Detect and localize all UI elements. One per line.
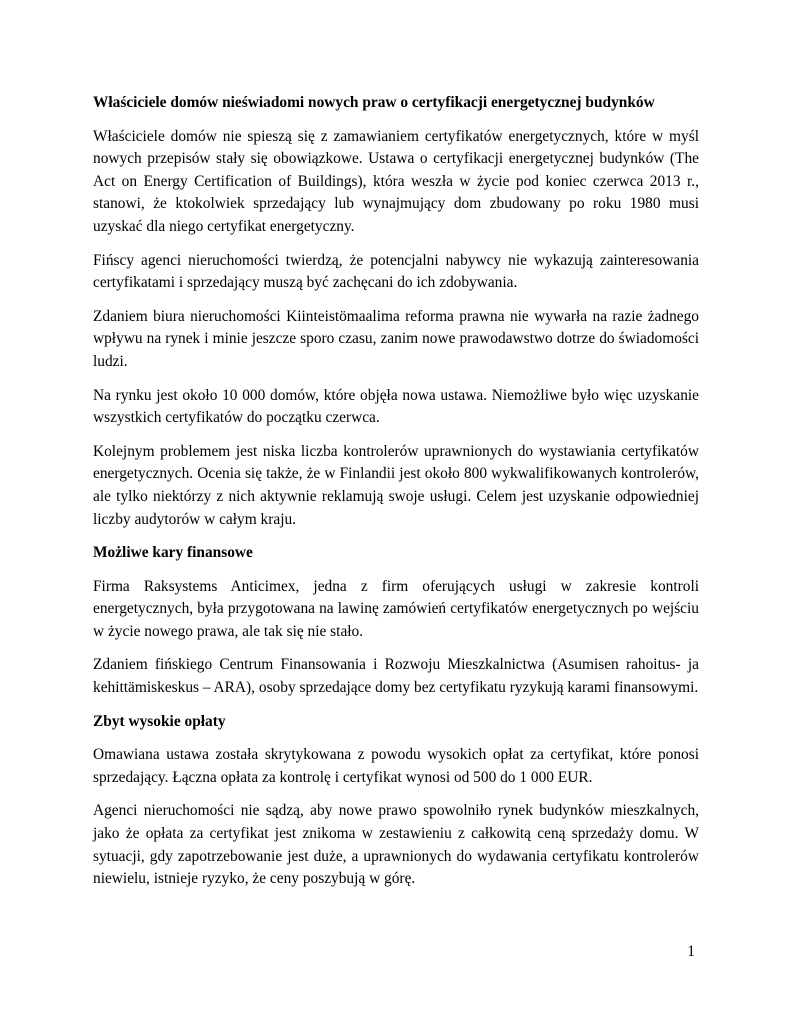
paragraph-fees-2: Agenci nieruchomości nie sądzą, aby nowe prawo spowolniło rynek budynków mieszkalnych, jako że opłata za certyfikat jest znikoma w zestawieniu z całkowitą ceną sprzedaży domu. W sytuacji, gdy zapotrzebowanie jest duże, a uprawnionych do wydawania certyfikatu kontrolerów niewielu, istnieje ryzyko, że ceny poszybują w górę.	[93, 802, 699, 888]
paragraph-penalties-2: Zdaniem fińskiego Centrum Finansowania i Rozwoju Mieszkalnictwa (Asumisen rahoitus- ja kehittämiskeskus – ARA), osoby sprzedające domy bez certyfikatu ryzykują karami finansowymi.	[93, 656, 699, 697]
section-heading-penalties: Możliwe kary finansowe	[93, 544, 253, 562]
document-body	[93, 92, 699, 902]
paragraph-intro-2: Fińscy agenci nieruchomości twierdzą, że potencjalni nabywcy nie wykazują zainteresowania certyfikatami i sprzedający muszą być zachęcani do ich zdobywania.	[93, 251, 699, 292]
paragraph-intro-4: Na rynku jest około 10 000 domów, które objęła nowa ustawa. Niemożliwe było więc uzyskanie wszystkich certyfikatów do początku czerwca.	[93, 386, 699, 427]
paragraph-intro-3: Zdaniem biura nieruchomości Kiinteistömaalima reforma prawna nie wywarła na razie żadnego wpływu na rynek i minie jeszcze sporo czasu, zanim nowe prawodawstwo dotrze do świadomości ludzi.	[93, 307, 699, 370]
paragraph-penalties-1: Firma Raksystems Anticimex, jedna z firm oferujących usługi w zakresie kontroli energetycznych, była przygotowana na lawinę zamówień certyfikatów energetycznych po wejściu w życie nowego prawa, ale tak się nie stało.	[93, 577, 699, 640]
paragraph-intro-5: Kolejnym problemem jest niska liczba kontrolerów uprawnionych do wystawiania certyfikatów energetycznych. Ocenia się także, że w Finlandii jest około 800 wykwalifikowanych kontrolerów, ale tylko niektórzy z nich aktywnie reklamują swoje usługi. Celem jest uzyskanie odpowiedniej liczby audytorów w całym kraju.	[93, 442, 699, 528]
paragraph-intro-1: Właściciele domów nie spieszą się z zamawianiem certyfikatów energetycznych, które w myśl nowych przepisów stały się obowiązkowe. Ustawa o certyfikacji energetycznej budynków (The Act on Energy Certification of Buildings), która weszła w życie pod koniec czerwca 2013 r., stanowi, że ktokolwiek sprzedający lub wynajmujący dom zbudowany po roku 1980 musi uzyskać dla niego certyfikat energetyczny.	[93, 127, 699, 235]
paragraph-fees-1: Omawiana ustawa została skrytykowana z powodu wysokich opłat za certyfikat, które ponosi sprzedający. Łączna opłata za kontrolę i certyfikat wynosi od 500 do 1 000 EUR.	[93, 746, 699, 786]
page-number: 1	[687, 943, 695, 960]
document-title: Właściciele domów nieświadomi nowych praw o certyfikacji energetycznej budynków	[93, 94, 655, 111]
section-heading-fees: Zbyt wysokie opłaty	[93, 712, 226, 730]
